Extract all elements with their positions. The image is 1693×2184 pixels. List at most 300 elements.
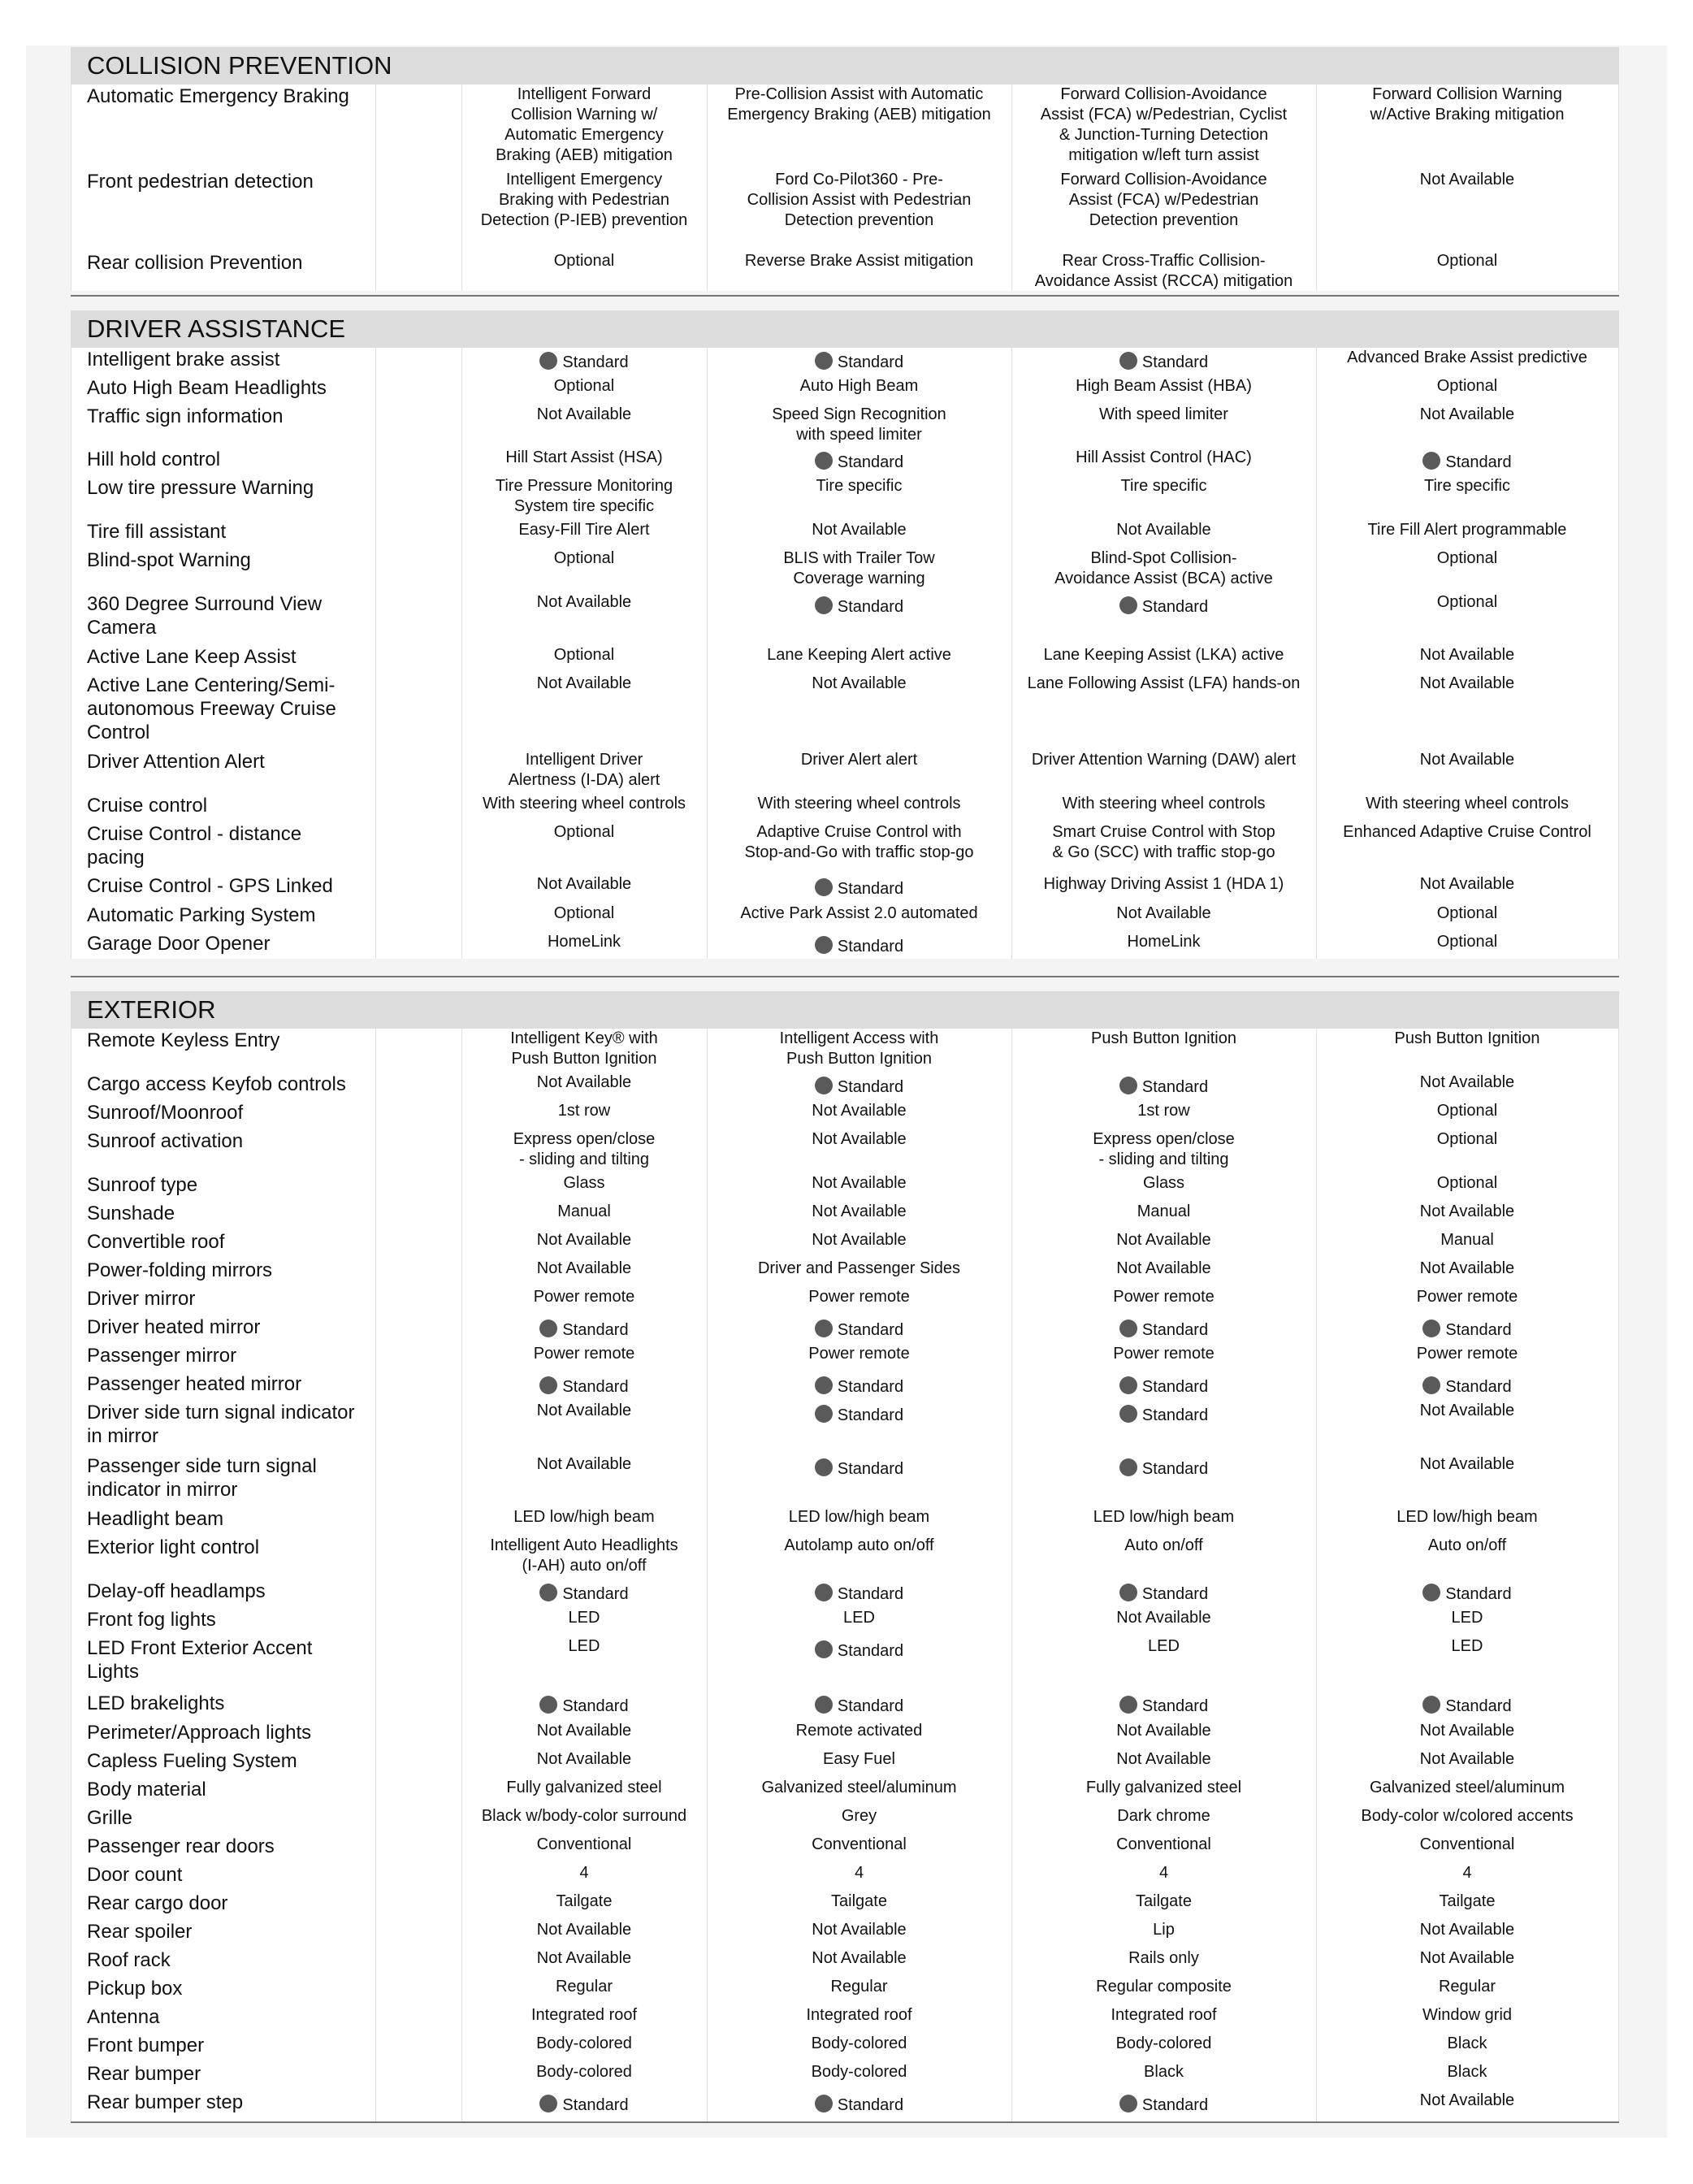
cell-value: Conventional <box>812 1835 907 1853</box>
cell-value: Express open/close - sliding and tilting <box>513 1130 656 1168</box>
cell-value: Hill Assist Control (HAC) <box>1076 448 1252 466</box>
cell-value: Forward Collision-Avoidance Assist (FCA) w/Pedestrian, Cyclist & Junction-Turning Detection mitigation w/left turn assist <box>1040 85 1288 164</box>
standard-dot-icon <box>539 1584 557 1601</box>
standard-cell <box>1316 448 1618 469</box>
cell-value: Glass <box>563 1174 605 1192</box>
cell-value: Standard <box>837 1585 904 1603</box>
cell-value: Express open/close - sliding and tilting <box>1093 1130 1235 1168</box>
cell-value: LED <box>1451 1609 1483 1627</box>
cell-value: Standard <box>837 1406 904 1424</box>
cell-value: Active Park Assist 2.0 automated <box>740 904 978 922</box>
cell-value: Standard <box>1141 1078 1209 1096</box>
cell-value: Not Available <box>536 875 632 893</box>
cell-value: Push Button Ignition <box>1090 1029 1236 1047</box>
standard-dot-icon <box>815 596 833 614</box>
standard-cell <box>1316 1580 1618 1601</box>
cell-value: Standard <box>1141 1321 1209 1339</box>
standard-cell <box>707 1454 1011 1476</box>
feature-label: Passenger side turn signal indicator in mirror <box>87 1455 317 1501</box>
feature-label: Automatic Emergency Braking <box>87 85 349 107</box>
cell-value: Not Available <box>1419 1402 1515 1419</box>
cell-value: Power remote <box>1113 1288 1215 1306</box>
standard-cell <box>707 932 1011 956</box>
cell-value: Tailgate <box>1136 1892 1192 1910</box>
standard-dot-icon <box>1119 2095 1137 2112</box>
feature-label: Passenger mirror <box>87 1345 237 1367</box>
cell-value: Adaptive Cruise Control with Stop-and-Go with traffic stop-go <box>744 823 974 861</box>
standard-dot-icon <box>1119 1376 1137 1394</box>
cell-value: Tire Fill Alert programmable <box>1367 521 1567 539</box>
standard-dot-icon <box>815 1696 833 1714</box>
cell-value: Remote activated <box>795 1722 923 1740</box>
standard-cell <box>707 448 1011 469</box>
cell-value: Not Available <box>536 1455 632 1473</box>
cell-value: Optional <box>553 823 615 841</box>
standard-dot-icon <box>539 1320 557 1337</box>
cell-value: Power remote <box>533 1345 635 1363</box>
standard-cell <box>461 1372 707 1396</box>
cell-value: Standard <box>1445 1585 1512 1603</box>
cell-value: Power remote <box>533 1288 635 1306</box>
cell-value: Standard <box>837 598 904 616</box>
cell-value: Integrated roof <box>530 2006 638 2024</box>
cell-value: Lip <box>1153 1921 1175 1939</box>
feature-label: Body material <box>87 1779 206 1800</box>
standard-cell <box>1011 1072 1316 1094</box>
cell-value: Lane Keeping Alert active <box>767 646 951 664</box>
cell-value: Rails only <box>1128 1949 1199 1967</box>
standard-dot-icon <box>815 1405 833 1423</box>
cell-value: With speed limiter <box>1099 405 1228 423</box>
cell-value: Standard <box>837 1378 904 1396</box>
cell-value: Auto on/off <box>1427 1536 1507 1554</box>
cell-value: Not Available <box>1116 1609 1211 1627</box>
cell-value: High Beam Assist (HBA) <box>1076 377 1252 395</box>
cell-value: Not Available <box>536 674 632 692</box>
standard-dot-icon <box>1119 1458 1137 1476</box>
section-exterior <box>71 991 1619 2123</box>
standard-dot-icon <box>1422 1696 1440 1714</box>
cell-value: Regular <box>830 1978 888 1996</box>
cell-value: Optional <box>1436 1102 1498 1120</box>
cell-value: 4 <box>1158 1864 1169 1882</box>
feature-label: Rear bumper step <box>87 2091 244 2113</box>
column-divider <box>1618 348 1619 959</box>
cell-value: Not Available <box>1419 646 1515 664</box>
cell-value: Auto on/off <box>1124 1536 1203 1554</box>
cell-value: Manual <box>1440 1231 1494 1249</box>
standard-cell <box>707 874 1011 898</box>
cell-value: Standard <box>562 1378 629 1396</box>
cell-value: Standard <box>837 2096 904 2114</box>
cell-value: Not Available <box>1116 1259 1211 1277</box>
cell-value: Not Available <box>536 405 632 423</box>
cell-value: Galvanized steel/aluminum <box>1369 1779 1565 1796</box>
feature-label: Traffic sign information <box>87 405 284 427</box>
cell-value: Not Available <box>812 674 907 692</box>
cell-value: Not Available <box>536 1402 632 1419</box>
cell-value: Optional <box>1436 1130 1498 1148</box>
column-divider <box>1618 1029 1619 2123</box>
cell-value: Not Available <box>812 1130 907 1148</box>
cell-value: Not Available <box>1419 1750 1515 1768</box>
cell-value: Not Available <box>1116 1231 1211 1249</box>
cell-value: Pre-Collision Assist with Automatic Emergency Braking (AEB) mitigation <box>727 85 991 124</box>
cell-value: Optional <box>553 377 615 395</box>
cell-value: Ford Co-Pilot360 - Pre- Collision Assist with Pedestrian Detection prevention <box>747 171 972 229</box>
standard-dot-icon <box>1422 1584 1440 1601</box>
cell-value: Not Available <box>812 1231 907 1249</box>
cell-value: Standard <box>1141 1697 1209 1715</box>
feature-label: Front fog lights <box>87 1609 216 1631</box>
cell-value: Not Available <box>812 1174 907 1192</box>
feature-label: Rear cargo door <box>87 1892 228 1914</box>
cell-value: Not Available <box>1419 1202 1515 1220</box>
cell-value: Standard <box>837 1460 904 1478</box>
cell-value: Optional <box>553 549 615 567</box>
cell-value: Forward Collision Warning w/Active Braking mitigation <box>1370 85 1565 124</box>
column-divider <box>375 348 376 959</box>
standard-cell <box>707 1401 1011 1422</box>
cell-value: Standard <box>1141 1406 1209 1424</box>
standard-dot-icon <box>815 1320 833 1337</box>
feature-label: Tire fill assistant <box>87 521 227 543</box>
standard-cell <box>1011 2091 1316 2112</box>
standard-cell <box>707 2091 1011 2112</box>
cell-value: Body-colored <box>811 2063 907 2081</box>
cell-value: Not Available <box>812 1949 907 1967</box>
cell-value: Not Available <box>536 1722 632 1740</box>
standard-cell <box>707 1315 1011 1337</box>
cell-value: Hill Start Assist (HSA) <box>505 448 663 466</box>
standard-cell <box>1316 1692 1618 1713</box>
cell-value: Push Button Ignition <box>1394 1029 1540 1047</box>
cell-value: Optional <box>1436 377 1498 395</box>
cell-value: Dark chrome <box>1117 1807 1210 1825</box>
cell-value: Lane Keeping Assist (LKA) active <box>1043 646 1284 664</box>
cell-value: Easy Fuel <box>823 1750 895 1768</box>
cell-value: LED <box>843 1609 875 1627</box>
feature-label: Exterior light control <box>87 1536 260 1558</box>
feature-label: Perimeter/Approach lights <box>87 1722 312 1744</box>
cell-value: Reverse Brake Assist mitigation <box>744 252 974 270</box>
feature-label: Capless Fueling System <box>87 1750 297 1772</box>
standard-cell <box>1011 1580 1316 1601</box>
cell-value: Conventional <box>1116 1835 1211 1853</box>
cell-value: Speed Sign Recognition with speed limiter <box>772 405 946 444</box>
cell-value: LED low/high beam <box>513 1508 655 1526</box>
column-divider <box>1618 84 1619 291</box>
cell-value: LED low/high beam <box>788 1508 930 1526</box>
cell-value: Not Available <box>1419 1949 1515 1967</box>
standard-dot-icon <box>1119 1320 1137 1337</box>
cell-value: Tailgate <box>1439 1892 1496 1910</box>
cell-value: Window grid <box>1422 2006 1513 2024</box>
feature-label: Passenger heated mirror <box>87 1373 302 1395</box>
cell-value: Not Available <box>1419 1073 1515 1091</box>
section-title: EXTERIOR <box>71 991 1619 1029</box>
cell-value: With steering wheel controls <box>1062 795 1266 812</box>
cell-value: Integrated roof <box>1111 2006 1217 2024</box>
cell-value: Power remote <box>808 1288 910 1306</box>
cell-value: Regular <box>1438 1978 1496 1996</box>
feature-label: Cargo access Keyfob controls <box>87 1073 346 1095</box>
standard-dot-icon <box>539 352 557 370</box>
feature-label: Headlight beam <box>87 1508 224 1530</box>
standard-cell <box>1011 592 1316 616</box>
cell-value: LED <box>568 1637 600 1655</box>
standard-cell <box>461 2091 707 2112</box>
cell-value: Not Available <box>1419 2091 1515 2109</box>
cell-value: Driver Alert alert <box>800 751 918 769</box>
cell-value: Auto High Beam <box>799 377 919 395</box>
cell-value: Not Available <box>536 1073 632 1091</box>
feature-label: Passenger rear doors <box>87 1835 275 1857</box>
cell-value: Autolamp auto on/off <box>784 1536 934 1554</box>
cell-value: Standard <box>1141 1378 1209 1396</box>
cell-value: Standard <box>1141 598 1209 616</box>
feature-label: Active Lane Keep Assist <box>87 646 297 668</box>
cell-value: 1st row <box>557 1102 611 1120</box>
section-divider <box>71 976 1619 977</box>
cell-value: Standard <box>1445 1321 1512 1339</box>
feature-label: Grille <box>87 1807 133 1829</box>
standard-cell <box>707 1072 1011 1094</box>
cell-value: Not Available <box>1116 521 1211 539</box>
cell-value: Not Available <box>1419 875 1515 893</box>
standard-dot-icon <box>539 1696 557 1714</box>
feature-label: Cruise control <box>87 795 208 817</box>
cell-value: Power remote <box>1113 1345 1215 1363</box>
cell-value: Body-colored <box>536 2034 632 2052</box>
feature-label: Front pedestrian detection <box>87 171 314 193</box>
standard-dot-icon <box>1119 1584 1137 1601</box>
standard-cell <box>461 1580 707 1601</box>
cell-value: Not Available <box>812 521 907 539</box>
column-divider <box>375 84 376 291</box>
cell-value: Easy-Fill Tire Alert <box>518 521 650 539</box>
feature-label: Auto High Beam Headlights <box>87 377 327 399</box>
cell-value: Not Available <box>1419 674 1515 692</box>
cell-value: Not Available <box>1419 751 1515 769</box>
feature-label: Low tire pressure Warning <box>87 477 314 499</box>
cell-value: Standard <box>1141 353 1209 371</box>
standard-dot-icon <box>1422 452 1440 470</box>
cell-value: Fully galvanized steel <box>1085 1779 1242 1796</box>
standard-dot-icon <box>1422 1376 1440 1394</box>
cell-value: Fully galvanized steel <box>506 1779 662 1796</box>
cell-value: Galvanized steel/aluminum <box>761 1779 957 1796</box>
feature-label: Automatic Parking System <box>87 904 316 926</box>
standard-cell <box>707 1692 1011 1713</box>
standard-dot-icon <box>539 1376 557 1394</box>
cell-value: Tailgate <box>831 1892 887 1910</box>
feature-label: Door count <box>87 1864 183 1886</box>
cell-value: Body-colored <box>811 2034 907 2052</box>
feature-label: Delay-off headlamps <box>87 1580 266 1602</box>
standard-cell <box>707 348 1011 369</box>
standard-dot-icon <box>1422 1320 1440 1337</box>
cell-value: Lane Following Assist (LFA) hands-on <box>1027 674 1301 692</box>
standard-dot-icon <box>815 1640 833 1658</box>
cell-value: BLIS with Trailer Tow Coverage warning <box>783 549 935 587</box>
cell-value: Optional <box>553 904 615 922</box>
cell-value: Regular <box>555 1978 613 1996</box>
cell-value: 4 <box>854 1864 864 1882</box>
cell-value: Standard <box>1445 1697 1512 1715</box>
feature-label: Garage Door Opener <box>87 933 271 955</box>
cell-value: Standard <box>837 453 904 471</box>
cell-value: Optional <box>1436 593 1498 611</box>
feature-label: Driver mirror <box>87 1288 196 1310</box>
feature-label: Cruise Control - distance pacing <box>87 823 302 869</box>
cell-value: Standard <box>562 1321 629 1339</box>
cell-value: Standard <box>837 353 904 371</box>
cell-value: Standard <box>837 938 904 956</box>
cell-value: Grey <box>841 1807 877 1825</box>
cell-value: Blind-Spot Collision- Avoidance Assist (BCA) active <box>1054 549 1273 587</box>
section-collision-prevention <box>71 47 1619 291</box>
cell-value: Black <box>1447 2063 1487 2081</box>
standard-dot-icon <box>815 2095 833 2112</box>
cell-value: Not Available <box>536 1231 632 1249</box>
cell-value: Not Available <box>1419 1722 1515 1740</box>
feature-label: Roof rack <box>87 1949 171 1971</box>
cell-value: Black <box>1447 2034 1487 2052</box>
standard-cell <box>1316 1315 1618 1337</box>
standard-dot-icon <box>1119 1405 1137 1423</box>
cell-value: Smart Cruise Control with Stop & Go (SCC) with traffic stop-go <box>1052 823 1275 861</box>
section-title: DRIVER ASSISTANCE <box>71 310 1619 348</box>
standard-dot-icon <box>815 1077 833 1094</box>
cell-value: Optional <box>1436 1174 1498 1192</box>
cell-value: 4 <box>579 1864 589 1882</box>
standard-dot-icon <box>815 1376 833 1394</box>
feature-label: Driver Attention Alert <box>87 751 265 773</box>
cell-value: 1st row <box>1137 1102 1190 1120</box>
standard-dot-icon <box>1119 1077 1137 1094</box>
cell-value: HomeLink <box>547 933 621 951</box>
feature-label: Rear spoiler <box>87 1921 193 1943</box>
cell-value: Tailgate <box>556 1892 613 1910</box>
feature-label: Cruise Control - GPS Linked <box>87 875 333 897</box>
cell-value: Intelligent Forward Collision Warning w/ Automatic Emergency Braking (AEB) mitigation <box>496 85 673 164</box>
standard-cell <box>461 1315 707 1337</box>
feature-label: Convertible roof <box>87 1231 225 1253</box>
cell-value: With steering wheel controls <box>757 795 961 812</box>
feature-label: Driver side turn signal indicator in mirror <box>87 1402 355 1447</box>
cell-value: Standard <box>1141 1460 1209 1478</box>
cell-value: Optional <box>1436 252 1498 270</box>
cell-value: LED low/high beam <box>1093 1508 1235 1526</box>
section-title: COLLISION PREVENTION <box>71 47 1619 84</box>
column-divider <box>375 1029 376 2123</box>
cell-value: Black w/body-color surround <box>481 1807 687 1825</box>
feature-label: Pickup box <box>87 1978 183 2000</box>
feature-label: Rear bumper <box>87 2063 201 2085</box>
feature-label: Active Lane Centering/Semi- autonomous Freeway Cruise Control <box>87 674 336 743</box>
feature-label: Sunshade <box>87 1202 175 1224</box>
feature-label: Sunroof/Moonroof <box>87 1102 244 1124</box>
cell-value: Standard <box>562 353 629 371</box>
standard-cell <box>461 1692 707 1713</box>
standard-cell <box>1011 1372 1316 1396</box>
cell-value: Intelligent Access with Push Button Ignition <box>779 1029 939 1068</box>
standard-cell <box>707 1636 1011 1658</box>
standard-dot-icon <box>815 452 833 470</box>
feature-label: Power-folding mirrors <box>87 1259 273 1281</box>
standard-cell <box>1011 1401 1316 1422</box>
cell-value: Black <box>1144 2063 1184 2081</box>
standard-dot-icon <box>815 878 833 896</box>
standard-dot-icon <box>815 936 833 954</box>
cell-value: Conventional <box>1419 1835 1515 1853</box>
cell-value: Not Available <box>1419 1455 1515 1473</box>
cell-value: Not Available <box>1419 171 1515 188</box>
cell-value: Not Available <box>536 593 632 611</box>
standard-dot-icon <box>1119 352 1137 370</box>
cell-value: Standard <box>837 1642 904 1660</box>
cell-value: LED <box>568 1609 600 1627</box>
standard-cell <box>707 1372 1011 1396</box>
feature-label: Front bumper <box>87 2034 205 2056</box>
standard-cell <box>1011 1692 1316 1713</box>
cell-value: LED <box>1451 1637 1483 1655</box>
cell-value: Glass <box>1142 1174 1185 1192</box>
cell-value: Not Available <box>1116 1750 1211 1768</box>
cell-value: Standard <box>837 1697 904 1715</box>
standard-dot-icon <box>1119 596 1137 614</box>
cell-value: Not Available <box>536 1259 632 1277</box>
cell-value: Standard <box>1445 453 1512 471</box>
cell-value: Standard <box>1141 2096 1209 2114</box>
standard-cell <box>707 592 1011 616</box>
cell-value: Power remote <box>1416 1345 1518 1363</box>
standard-cell <box>707 1580 1011 1601</box>
cell-value: Not Available <box>1419 1259 1515 1277</box>
standard-cell <box>461 348 707 369</box>
cell-value: Body-colored <box>1115 2034 1212 2052</box>
cell-value: Intelligent Driver Alertness (I-DA) alert <box>508 751 660 789</box>
standard-cell <box>1011 1315 1316 1337</box>
cell-value: Enhanced Adaptive Cruise Control <box>1343 823 1591 841</box>
cell-value: Forward Collision-Avoidance Assist (FCA) w/Pedestrian Detection prevention <box>1060 171 1267 229</box>
feature-label: Sunroof type <box>87 1174 198 1196</box>
feature-label: LED Front Exterior Accent Lights <box>87 1637 313 1683</box>
cell-value: Body-color w/colored accents <box>1361 1807 1574 1825</box>
feature-label: 360 Degree Surround View Camera <box>87 593 323 639</box>
cell-value: Power remote <box>808 1345 910 1363</box>
cell-value: Not Available <box>812 1102 907 1120</box>
cell-value: Driver and Passenger Sides <box>757 1259 960 1277</box>
cell-value: With steering wheel controls <box>1365 795 1570 812</box>
feature-label: Blind-spot Warning <box>87 549 251 571</box>
cell-value: Tire specific <box>1120 477 1207 495</box>
cell-value: Optional <box>553 252 615 270</box>
cell-value: Not Available <box>1419 405 1515 423</box>
standard-dot-icon <box>539 2095 557 2112</box>
cell-value: 4 <box>1462 1864 1472 1882</box>
comparison-page <box>26 46 1667 2138</box>
cell-value: Power remote <box>1416 1288 1518 1306</box>
cell-value: Tire Pressure Monitoring System tire specific <box>495 477 673 515</box>
cell-value: Intelligent Auto Headlights (I-AH) auto on/off <box>490 1536 678 1575</box>
cell-value: Standard <box>562 2096 629 2114</box>
cell-value: Standard <box>837 1321 904 1339</box>
section-divider <box>71 295 1619 297</box>
feature-label: Antenna <box>87 2006 160 2028</box>
standard-dot-icon <box>815 352 833 370</box>
